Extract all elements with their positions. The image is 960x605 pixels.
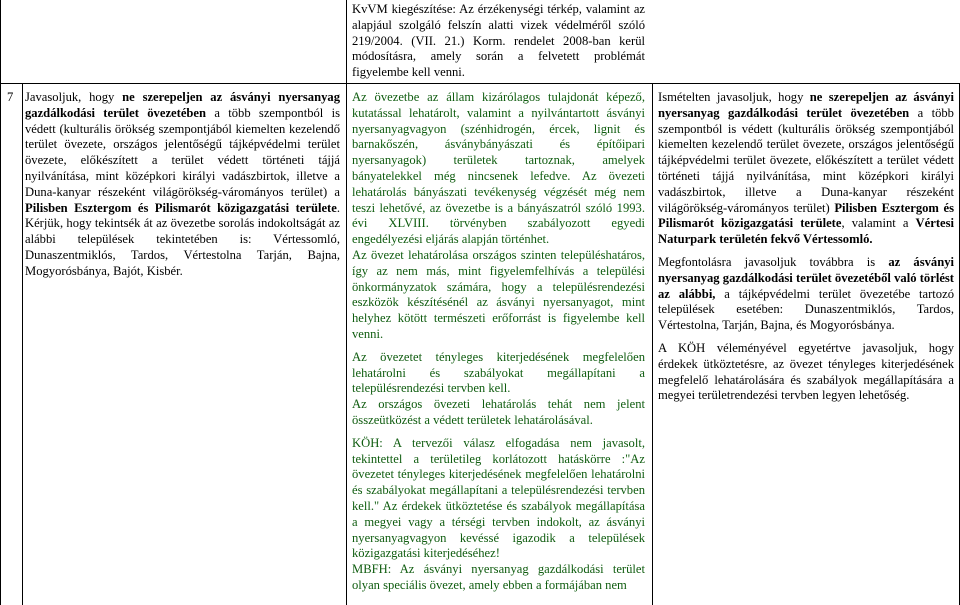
response-paragraph-1: Az övezetbe az állam kizárólagos tulajdonát képező, kutatással lehatárolt, valamint a nyilvántartott ásványi nyersanyagvagyon (szénhidrogén, ércek, lignit és barnakőszén, ásványbányászati és építőipari nyersanyagok) területek tartoznak, amelyek bányatelekkel még nincsenek lefedve. Az övezeti lehatárolás bányászati tevékenység végzését még nem teszi lehetővé, az övezetbe is a bányászatról szóló 1993. évi XLVIII. törvényben szabályozott egyedi engedélyezési eljárás alapján történhet. [352, 90, 645, 247]
reproposal-emphasis: ne szerepeljen az ásványi nyersanyag gazdálkodási terület övezetében [658, 90, 954, 120]
reproposal-2-body: a tájképvédelmi terület övezetébe tartozó települések esetében: Dunaszentmiklós, Tardos, Vértestolna, Tarján, Bajna, és Mogyorósbánya. [658, 286, 954, 333]
reproposal-naturpark: Vértesi Naturpark területén fekvő Vértessomló. [658, 216, 955, 247]
response-paragraph-4: Az országos övezeti lehatárolás tehát nem jelent összeütközést a védett területek lehatárolásával. [352, 397, 645, 427]
reproposal-2-intro: Megfontolásra javasoljuk továbbra is [658, 254, 889, 269]
response-paragraph-3: Az övezetet tényleges kiterjedésének megfelelően lehatárolni és szabályokat megállapítani a településrendezési tervben kell. [352, 349, 645, 396]
response-paragraph-6: MBFH: Az ásványi nyersanyag gazdálkodási terület olyan speciális övezet, amely ebben a formájában nem [352, 562, 645, 592]
table-divider-3 [652, 83, 653, 605]
proposal-text-body: a több szempontból is védett (kulturális örökség szempontjából kiemelten kezelendő terület övezete, országos jelentőségű tájképvédelmi terület övezete, előkészített a terület védett történeti tájjá nyilvánítása, mint középkori királyi vadászbirtok, illetve a Duna-kanyar részeként világörökség-várományos terület) a [25, 105, 340, 199]
response-paragraph-2: Az övezet lehatárolása országos szinten településhatáros, így az nem más, mint figyelemfelhívás a települési önkormányzatok számára, hogy a településrendezési eszközök készítésénél az ásványi nyersanyagot, mint helyhez kötött természeti erőforrást is figyelembe kell venni. [352, 247, 645, 341]
reproposal-intro: Ismételten javasoljuk, hogy [658, 90, 810, 104]
reproposal-cell [658, 90, 954, 404]
proposal-text-intro: Javasoljuk, hogy [25, 90, 123, 104]
top-note [352, 2, 645, 81]
reproposal-connector: , valamint a [841, 216, 916, 231]
response-paragraph-5: KÖH: A tervezői válasz elfogadása nem javasolt, tekintettel a területileg korlátozott hatáskörre :"Az övezetet tényleges kiterjedésének megfelelően lehatárolni és szabályokat megállapítani a településrendezési tervben kell." Az érdekek ütköztetése és szabályok megállapítása a megyei vagy a térségi tervben indokolt, az ásványi nyersanyagvagyon kevéssé igazodik a települések közigazgatási kiterjedéséhez! [352, 435, 645, 561]
row-separator [0, 83, 960, 84]
reproposal-paragraph-1 [658, 90, 954, 248]
reproposal-body: a több szempontból is védett (kulturális örökség szempontjából kiemelten kezelendő terület övezete, országos jelentőségű tájképvédelmi terület övezete, előkészített a terület védett történeti tájjá nyilvánítása, mint középkori királyi vadászbirtok, illetve a Duna-kanyar részeként világörökség-várományos terület) [658, 105, 954, 215]
reproposal-area: Pilisben Esztergom és Pilismarót közigazgatási területe [658, 200, 954, 231]
reproposal-paragraph-3: A KÖH véleményével egyetértve javasoljuk, hogy érdekek ütköztetésre, az övezet tényleges kiterjedésének megfelelő lehatárolására és szabályok megállapítására a megyei területrendezési tervben legyen lehetőség. [658, 340, 954, 403]
top-note-text: KvVM kiegészítése: Az érzékenységi térkép, valamint az alapjául szolgáló felszín alatti vizek védelméről szóló 219/2004. (VII. 21.) Korm. rendelet 2008-ban kerül módosításra, amely során a felvetett problémát figyelembe kell venni. [352, 2, 645, 80]
response-cell [352, 90, 645, 594]
reproposal-2-emphasis: az ásványi nyersanyag gazdálkodási terület övezetéből való törlést az alábbi, [658, 254, 954, 301]
table-border-left [0, 0, 1, 605]
proposal-text [25, 90, 340, 280]
reproposal-paragraph-2 [658, 255, 954, 334]
proposal-text-request: . Kérjük, hogy tekintsék át az övezetbe sorolás indokoltságát az alábbi települések tekintetében is: Vértessomló, Dunaszentmiklós, Tardos, Vértestolna Tarján, Bajna, Mogyorósbánya, Bajót, Kisbér. [25, 200, 340, 278]
proposal-text-emphasis: ne szerepeljen az ásványi nyersanyag gazdálkodási terület övezetében [25, 90, 340, 120]
table-divider-1 [22, 83, 23, 605]
proposal-text-area: Pilisben Esztergom és Pilismarót közigazgatási területe [25, 200, 337, 215]
table-divider-2 [346, 0, 347, 605]
row-number: 7 [7, 90, 14, 104]
proposal-cell [25, 90, 340, 280]
